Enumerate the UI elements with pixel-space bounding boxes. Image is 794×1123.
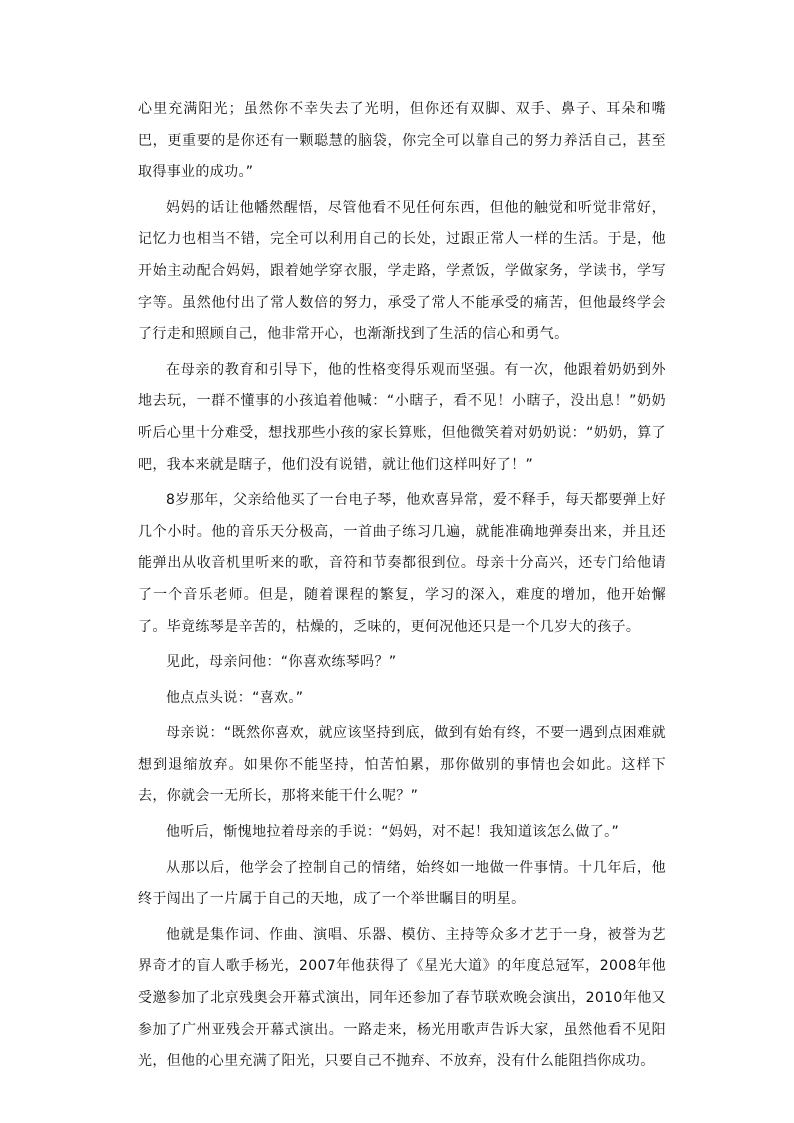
paragraph-10: 他就是集作词、作曲、演唱、乐器、模仿、主持等众多才艺于一身，被誉为艺界奇才的盲人歌手杨光，2007年他获得了《星光大道》的年度总冠军，2008年他受邀参加了北京残奥会开幕式演出，同年还参加了春节联欢晚会演出，2010年他又参加了广州亚残会开幕式演出。一路走来，杨光用歌声告诉大家，虽然他看不见阳光，但他的心里充满了阳光，只要自己不抛弃、不放弃，没有什么能阻挡你成功。 [138,926,666,1070]
paragraph-3: 在母亲的教育和引导下，他的性格变得乐观而坚强。有一次，他跟着奶奶到外地去玩，一群不懂事的小孩追着他喊：“小瞎子，看不见！小瞎子，没出息！”奶奶听后心里十分难受，想找那些小孩的家长算账，但他微笑着对奶奶说：“奶奶，算了吧，我本来就是瞎子，他们没有说错，就让他们这样叫好了！” [138,361,666,473]
paragraph-5: 见此，母亲问他：“你喜欢练琴吗？” [166,654,397,671]
paragraph-6: 他点点头说：“喜欢。” [166,689,304,706]
paragraph-9: 从那以后，他学会了控制自己的情绪，始终如一地做一件事情。十几年后，他终于闯出了一片属于自己的天地，成了一个举世瞩目的明星。 [138,859,666,908]
paragraph-2: 妈妈的话让他幡然醒悟，尽管他看不见任何东西，但他的触觉和听觉非常好，记忆力也相当不错，完全可以利用自己的长处，过跟正常人一样的生活。于是，他开始主动配合妈妈，跟着她学穿衣服，学走路，学煮饭，学做家务，学读书，学写字等。虽然他付出了常人数倍的努力，承受了常人不能承受的痛苦，但他最终学会了行走和照顾自己，他非常开心，也渐渐找到了生活的信心和勇气。 [138,199,666,343]
paragraph-4: 8岁那年，父亲给他买了一台电子琴，他欢喜异常，爱不释手，每天都要弹上好几个小时。他的音乐天分极高，一首曲子练习几遍，就能准确地弹奏出来，并且还能弹出从收音机里听来的歌，音符和节奏都很到位。母亲十分高兴，还专门给他请了一个音乐老师。但是，随着课程的繁复，学习的深入，难度的增加，他开始懈了。毕竟练琴是辛苦的，枯燥的，乏味的，更何况他还只是一个几岁大的孩子。 [138,492,666,635]
paragraph-1: 心里充满阳光；虽然你不幸失去了光明，但你还有双脚、双手、鼻子、耳朵和嘴巴，更重要的是你还有一颗聪慧的脑袋，你完全可以靠自己的努力养活自己，甚至取得事业的成功。” [138,101,666,181]
paragraph-7: 母亲说：“既然你喜欢，就应该坚持到底，做到有始有终，不要一遇到点困难就想到退缩放弃。如果你不能坚持，怕苦怕累，那你做别的事情也会如此。这样下去，你就会一无所长，那将来能干什么呢？” [138,725,666,805]
paragraph-8: 他听后，惭愧地拉着母亲的手说：“妈妈，对不起！我知道该怎么做了。” [166,824,620,841]
article-body [138,94,666,1082]
